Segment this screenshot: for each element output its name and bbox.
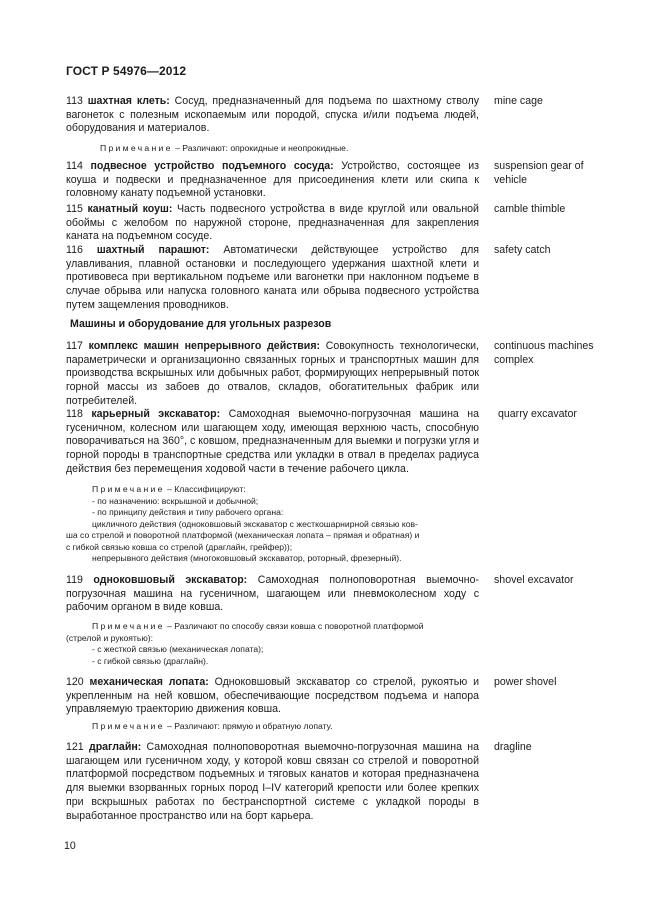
entry-117: [66, 340, 479, 409]
standard-header: ГОСТ Р 54976—2012: [66, 64, 187, 78]
entry-119: [66, 574, 479, 615]
note-label: Примечание: [100, 143, 173, 153]
section-title: Машины и оборудование для угольных разрезов: [70, 318, 332, 330]
note-line: - с жесткой связью (механическая лопата);: [92, 644, 264, 654]
entry-113-english: mine cage: [494, 95, 543, 107]
note-label: Примечание: [92, 621, 165, 631]
entry-definition: Самоходная полноповоротная выемочно-погрузочная машина на шагающем или гусеничном ходу, у которой ковш связан со стрелой и поворотной платформой посредством подъемных и тяговых канатов и которая предназначена для выемки взорванных горных пород I–IV категорий крепости или более крепких при вскрышных работах по бестранспортной системе с укладкой породы в выработанное пространство или на борт карьера.: [66, 741, 479, 822]
entry-definition: Совокупность технологически, параметрически и организационно связанных горных и транспортных машин для производства вскрышных или добычных работ, формирующих непрерывный поток горной массы из забоев до отвалов, складов, обогатительных фабрик или потребителей.: [66, 340, 479, 407]
note-text: – Различают: опрокидные и неопрокидные.: [172, 143, 349, 153]
entry-113: [66, 95, 479, 136]
note-text: – Различают: прямую и обратную лопату.: [164, 721, 333, 731]
note-120: [92, 721, 480, 732]
entry-term: карьерный экскаватор:: [91, 408, 221, 420]
entry-term: шахтная клеть:: [87, 95, 170, 107]
note-label: Примечание: [92, 721, 165, 731]
entry-number: 120: [66, 676, 84, 688]
entry-definition: Устройство, состоящее из коуша и подвески и предназначенное для присоединения клети или скипа к головному канату подъемной установки.: [66, 160, 479, 200]
entry-term: одноковшовый экскаватор:: [93, 574, 248, 586]
entry-number: 119: [66, 574, 83, 586]
entry-115: [66, 203, 479, 244]
entry-term: драглайн:: [88, 741, 142, 753]
entry-term: канатный коуш:: [87, 203, 173, 215]
page-number: 10: [64, 840, 76, 852]
entry-number: 114: [66, 160, 83, 172]
entry-number: 121: [66, 741, 84, 753]
entry-114: [66, 160, 479, 201]
entry-definition: Автоматически действующее устройство для улавливания, плавной остановки и последующего удержания шахтной клети и противовеса при вертикальном подъеме или вагонетки при наклонном подъеме в случае обрыва или напуска головного каната или обрыва подвесного устройства путем защемления проводников.: [66, 244, 479, 311]
entry-definition: Часть подвесного устройства в виде круглой или овальной обоймы с желобом по наружной стороне, предназначенная для закрепления каната на подъемном сосуде.: [66, 203, 479, 243]
entry-116-english: safety catch: [494, 244, 551, 256]
entry-definition: Самоходная полноповоротная выемочно-погрузочная машина на гусеничном, шагающем или пневмоколесном ходу с рабочим органом в виде ковша.: [66, 574, 479, 614]
note-line: - по принципу действия и типу рабочего органа:: [92, 507, 284, 517]
entry-definition: Самоходная выемочно-погрузочная машина на гусеничном, колесном или шагающем ходу, имеющая верхнюю часть, способную поворачиваться на 360°, с ковшом, предназначенным для выемки и погрузки угля и горной породы в транспортные средства или укладки в отвал в пределах радиуса действия без перемещения ходовой части в течение рабочего цикла.: [66, 408, 479, 475]
entry-118-english: quarry excavator: [498, 408, 577, 420]
note-113: [100, 143, 480, 154]
entry-term: механическая лопата:: [89, 676, 209, 688]
entry-121: [66, 741, 479, 823]
note-line: непрерывного действия (многоковшовый экскаватор, роторный, фрезерный).: [92, 553, 402, 563]
note-line: с гибкой связью ковша со стрелой (драглайн, грейфер));: [66, 541, 293, 552]
note-118: [66, 484, 479, 565]
entry-number: 118: [66, 408, 83, 420]
note-line: ша со стрелой и поворотной платформой (механическая лопата – прямая и обратная) и: [66, 530, 420, 540]
entry-114-english: suspension gear of vehicle: [494, 160, 584, 186]
entry-number: 115: [66, 203, 83, 215]
entry-number: 113: [66, 95, 83, 107]
note-line: - с гибкой связью (драглайн).: [92, 655, 209, 666]
entry-119-english: shovel excavator: [494, 574, 574, 586]
entry-definition: Сосуд, предназначенный для подъема по шахтному стволу вагонеток с полезным ископаемым или породой, спуска и/или подъема людей, оборудования и материалов.: [66, 95, 480, 135]
entry-number: 116: [66, 244, 83, 256]
entry-120: [66, 676, 479, 717]
note-label: Примечание: [92, 484, 165, 494]
entry-121-english: dragline: [494, 741, 532, 753]
entry-117-english: continuous machines complex: [494, 340, 594, 366]
note-119: [66, 621, 479, 667]
note-line: – Классифицируют:: [164, 484, 246, 494]
note-line: – Различают по способу связи ковша с поворотной платформой: [164, 621, 424, 631]
entry-number: 117: [66, 340, 83, 352]
entry-term: подвесное устройство подъемного сосуда:: [90, 160, 334, 172]
entry-definition: Одноковшовый экскаватор со стрелой, рукоятью и укрепленным на ней ковшом, обеспечивающие посредством подъема и напора управляемую траекторию движения ковша.: [66, 676, 479, 716]
entry-116: [66, 244, 479, 313]
entry-term: комплекс машин непрерывного действия:: [88, 340, 321, 352]
note-line: - по назначению: вскрышной и добычной;: [92, 495, 259, 506]
entry-115-english: camble thimble: [494, 203, 566, 215]
entry-118: [66, 408, 479, 477]
entry-term: шахтный парашют:: [96, 244, 210, 256]
entry-120-english: power shovel: [494, 676, 557, 688]
note-line: цикличного действия (одноковшовый экскаватор с жесткошарнирной связью ков-: [92, 518, 418, 529]
note-line: (стрелой и рукоятью):: [66, 632, 154, 643]
